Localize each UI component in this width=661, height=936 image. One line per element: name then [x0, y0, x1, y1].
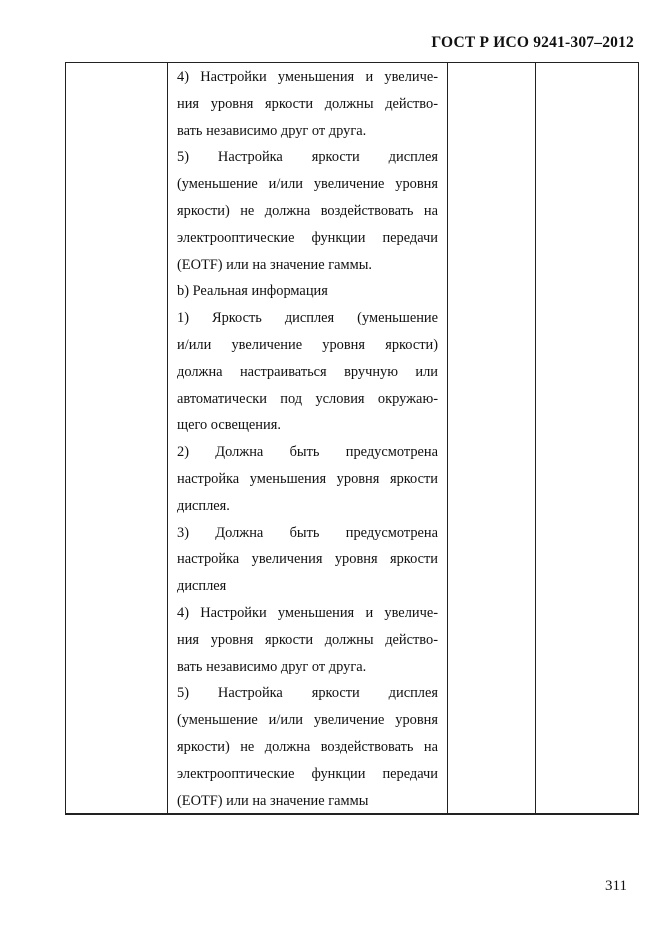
text-line: должна настраиваться вручную или — [177, 363, 438, 380]
text-line: ния уровня яркости должны действо- — [177, 95, 438, 112]
table-cell-column-1 — [66, 63, 168, 813]
text-line: ния уровня яркости должны действо- — [177, 631, 438, 648]
requirements-table — [65, 62, 639, 815]
table-cell-column-4 — [536, 63, 638, 813]
text-line: (уменьшение и/или увеличение уровня — [177, 176, 438, 193]
text-line: 4) Настройки уменьшения и увеличе- — [177, 604, 438, 621]
text-line: 5) Настройка яркости дисплея — [177, 685, 438, 702]
text-line: настройка увеличения уровня яркости — [177, 551, 438, 568]
requirement-paragraph — [177, 684, 438, 818]
text-line: b) Реальная информация — [177, 283, 328, 300]
text-line: дисплея. — [177, 497, 230, 514]
text-line: щего освещения. — [177, 417, 281, 434]
text-line: (EOTF) или на значение гаммы. — [177, 256, 373, 273]
requirement-paragraph — [177, 282, 438, 309]
text-line: 1) Яркость дисплея (уменьшение — [177, 310, 438, 327]
text-line: яркости) не должна воздействовать на — [177, 202, 438, 219]
table-cell-requirements — [168, 63, 448, 813]
requirement-paragraph — [177, 309, 438, 443]
text-line: вать независимо друг от друга. — [177, 122, 367, 139]
text-line: 2) Должна быть предусмотрена — [177, 444, 438, 461]
text-line: яркости) не должна воздействовать на — [177, 738, 438, 755]
text-line: (EOTF) или на значение гаммы — [177, 792, 369, 809]
text-line: электрооптические функции передачи — [177, 229, 438, 246]
text-line: и/или увеличение уровня яркости) — [177, 336, 438, 353]
requirement-paragraph — [177, 524, 438, 604]
text-line: 4) Настройки уменьшения и увеличе- — [177, 69, 438, 85]
text-line: вать независимо друг от друга. — [177, 658, 367, 675]
requirement-paragraph — [177, 604, 438, 684]
text-line: настройка уменьшения уровня яркости — [177, 470, 438, 487]
page-number: 311 — [605, 878, 627, 894]
text-line: 3) Должна быть предусмотрена — [177, 524, 438, 541]
text-line: (уменьшение и/или увеличение уровня — [177, 712, 438, 729]
document-header: ГОСТ Р ИСО 9241-307–2012 — [431, 34, 634, 51]
text-line: 5) Настройка яркости дисплея — [177, 149, 438, 166]
requirement-paragraph — [177, 68, 438, 148]
requirements-text — [177, 68, 438, 818]
requirement-paragraph — [177, 443, 438, 523]
text-line: электрооптические функции передачи — [177, 765, 438, 782]
text-line: дисплея — [177, 578, 227, 595]
table-cell-column-3 — [448, 63, 536, 813]
text-line: автоматически под условия окружаю- — [177, 390, 438, 407]
requirement-paragraph — [177, 148, 438, 282]
